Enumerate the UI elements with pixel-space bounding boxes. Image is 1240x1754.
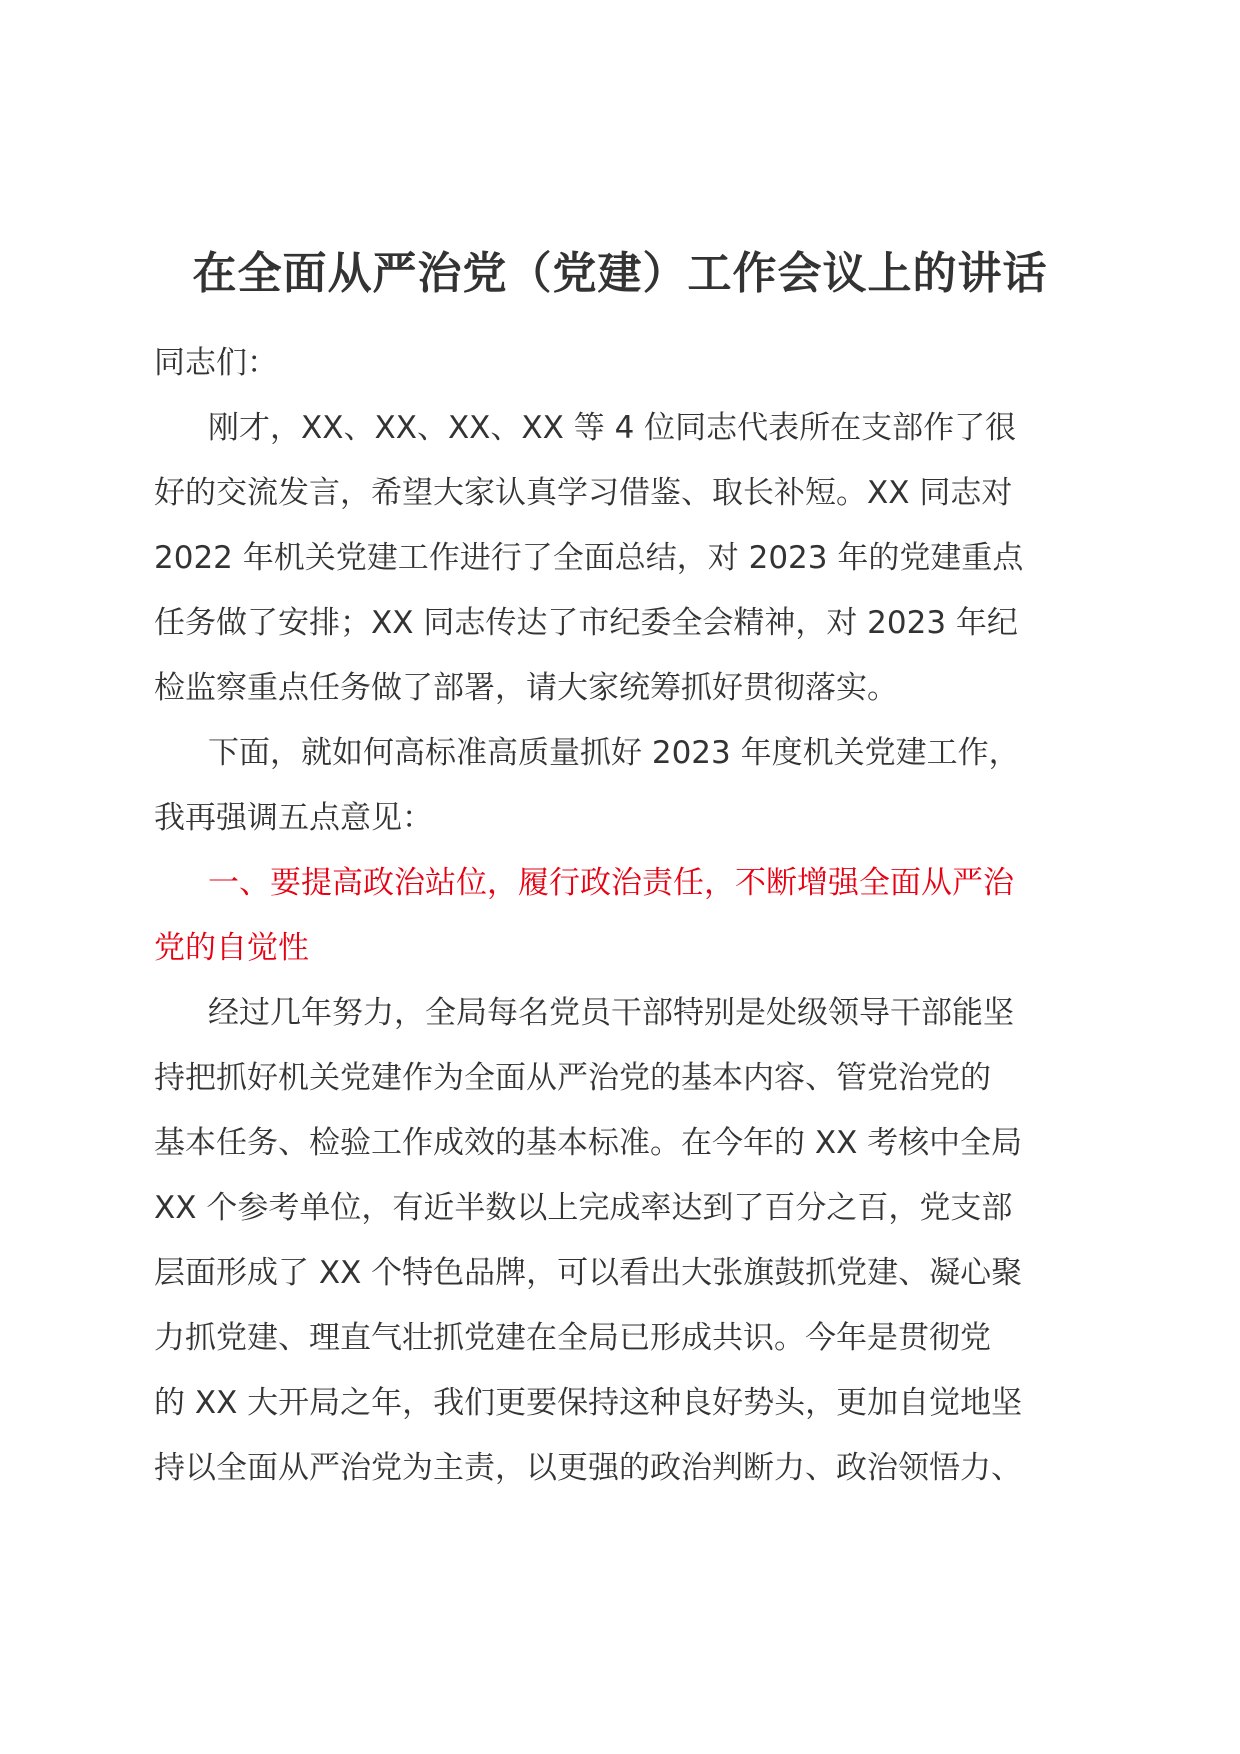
section-heading-line: 党的自觉性 — [154, 930, 309, 966]
paragraph-line: 经过几年努力，全局每名党员干部特别是处级领导干部能坚 — [208, 995, 1014, 1031]
paragraph-line: 2022 年机关党建工作进行了全面总结，对 2023 年的党建重点 — [154, 540, 1024, 576]
document-body — [154, 331, 1088, 1501]
paragraph-line: 基本任务、检验工作成效的基本标准。在今年的 XX 考核中全局 — [154, 1125, 1023, 1161]
paragraph-line: 检监察重点任务做了部署，请大家统筹抓好贯彻落实。 — [154, 670, 898, 706]
paragraph-line: 我再强调五点意见： — [154, 800, 433, 836]
document-title: 在全面从严治党（党建）工作会议上的讲话 — [192, 248, 1048, 299]
paragraph-line: 刚才，XX、XX、XX、XX 等 4 位同志代表所在支部作了很 — [208, 410, 1017, 446]
paragraph-line: 的 XX 大开局之年，我们更要保持这种良好势头，更加自觉地坚 — [154, 1385, 1023, 1421]
paragraph-line: 层面形成了 XX 个特色品牌，可以看出大张旗鼓抓党建、凝心聚 — [154, 1255, 1023, 1291]
paragraph-line: 好的交流发言，希望大家认真学习借鉴、取长补短。XX 同志对 — [154, 475, 1013, 511]
section-heading-line: 一、要提高政治站位，履行政治责任，不断增强全面从严治 — [208, 865, 1014, 901]
paragraph-line: 持以全面从严治党为主责，以更强的政治判断力、政治领悟力、 — [154, 1450, 1022, 1486]
salutation-line: 同志们： — [154, 345, 278, 381]
paragraph-line: 任务做了安排；XX 同志传达了市纪委全会精神，对 2023 年纪 — [154, 605, 1018, 641]
paragraph-line: 下面，就如何高标准高质量抓好 2023 年度机关党建工作， — [208, 735, 1020, 771]
paragraph-line: 力抓党建、理直气壮抓党建在全局已形成共识。今年是贯彻党 — [154, 1320, 991, 1356]
paragraph-line: XX 个参考单位，有近半数以上完成率达到了百分之百，党支部 — [154, 1190, 1013, 1226]
paragraph-line: 持把抓好机关党建作为全面从严治党的基本内容、管党治党的 — [154, 1060, 991, 1096]
